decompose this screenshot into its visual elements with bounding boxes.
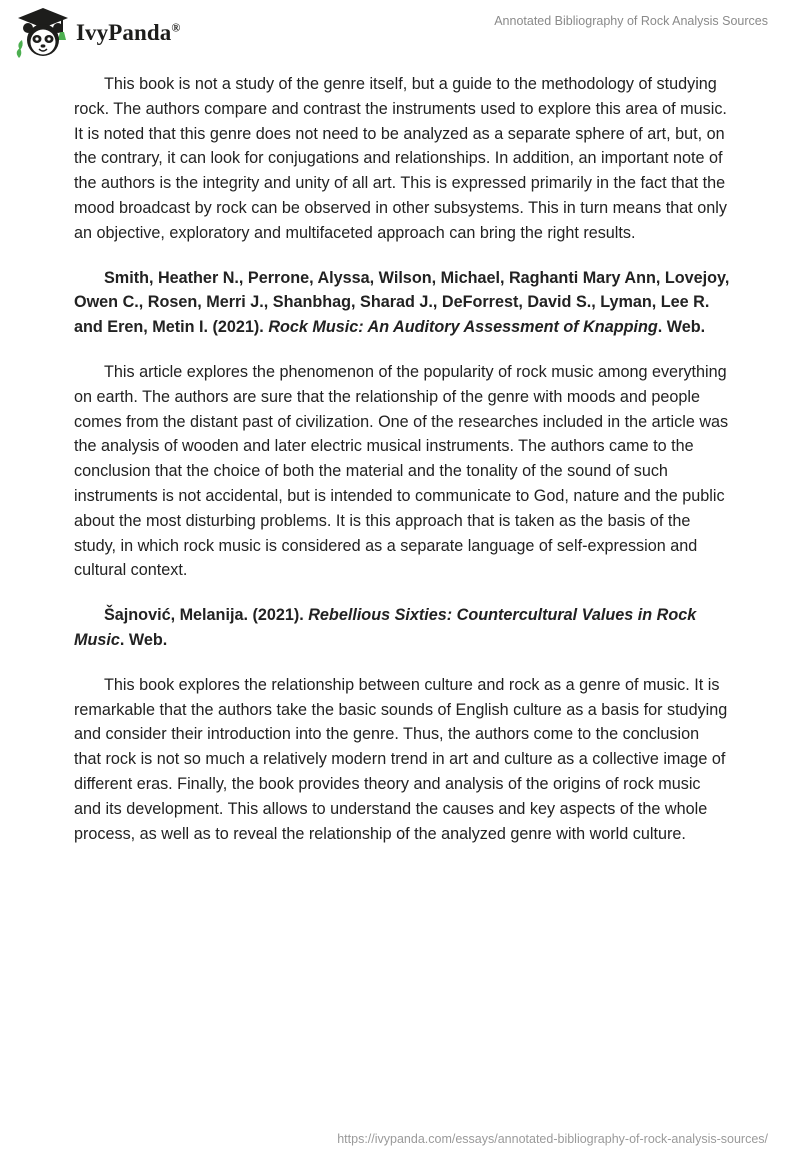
citation-title: Rebellious Sixties: Countercultural Values in Rock Music xyxy=(74,606,697,649)
annotation-paragraph: This book is not a study of the genre itself, but a guide to the methodology of studying rock. The authors compare and contrast the instruments used to explore this area of music. It is noted that this genre does not need to be analyzed as a separate sphere of art, but, on the contrary, it can look for conjugations and relationships. In addition, an important note of the authors is the integrity and unity of all art. This is expressed primarily in the fact that the mood broadcast by rock can be observed in other subsystems. This in turn means that only an objective, exploratory and multifaceted approach can bring the right results. xyxy=(74,75,727,242)
page-header xyxy=(0,0,800,70)
citation-suffix: . Web. xyxy=(657,318,706,337)
panda-graduate-icon xyxy=(14,6,72,60)
citation-authors: Smith, Heather N., Perrone, Alyssa, Wilson, Michael, Raghanti Mary Ann, Lovejoy, Owen C., Rosen, Merri J., Shanbhag, Sharad J., DeForrest, David S., Lyman, Lee R. and Eren, Metin I. (2021). xyxy=(74,268,730,337)
citation-authors: Šajnović, Melanija. (2021). xyxy=(104,606,309,625)
citation-suffix: . Web. xyxy=(119,630,168,649)
essay-content xyxy=(74,72,730,866)
citation-entry xyxy=(74,266,730,340)
citation-title: Rock Music: An Auditory Assessment of Knapping xyxy=(268,318,658,337)
citation-entry xyxy=(74,603,730,653)
annotation-paragraph: This book explores the relationship between culture and rock as a genre of music. It is remarkable that the authors take the basic sounds of English culture as a basis for studying and consider their introduction into the genre. Thus, the authors come to the conclusion that rock is not so much a relatively modern trend in art and culture as a collective image of different eras. Finally, the book provides theory and analysis of the origins of rock music and its development. This allows to understand the causes and key aspects of the whole process, as well as to reveal the relationship of the analyzed genre with world culture. xyxy=(74,675,728,843)
ivypanda-logo[interactable] xyxy=(14,6,180,60)
source-url[interactable]: https://ivypanda.com/essays/annotated-bibliography-of-rock-analysis-sources/ xyxy=(337,1132,768,1146)
annotation-paragraph: This article explores the phenomenon of the popularity of rock music among everything on earth. The authors are sure that the relationship of the genre with moods and people comes from the distant past of civilization. One of the researches included in the article was the analysis of wooden and later electric musical instruments. The authors came to the conclusion that the choice of both the material and the tonality of the sound of such instruments is not accidental, but is intended to communicate to God, nature and the public about the most disturbing problems. It is this approach that is taken as the basis of the study, in which rock music is considered as a separate language of self-expression and cultural context. xyxy=(74,362,729,580)
document-title: Annotated Bibliography of Rock Analysis Sources xyxy=(494,14,768,28)
brand-name: IvyPanda® xyxy=(76,20,181,45)
